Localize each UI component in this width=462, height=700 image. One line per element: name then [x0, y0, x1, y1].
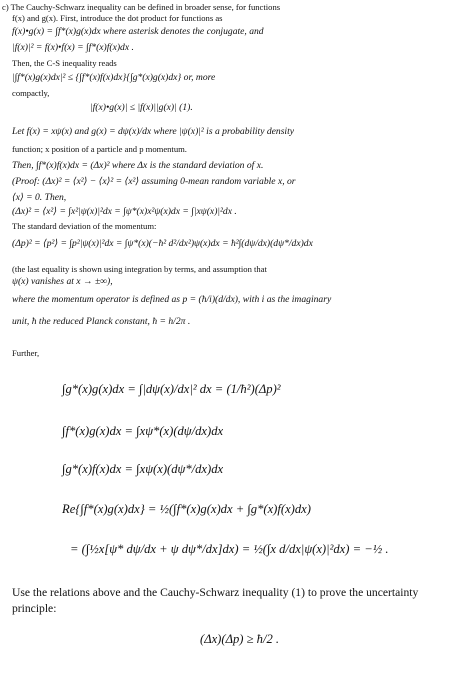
doc-line-l19: where the momentum operator is defined as p = (ħ/i)(d/dx), with i as the imaginary	[12, 294, 332, 305]
doc-line-l16: (Δp)² = ⟨p²⟩ = ∫p²|ψ(x)|²dx = ∫ψ*(x)(−ħ² d²/dx²)ψ(x)dx = ħ²∫(dψ/dx)(dψ*/dx)dx	[12, 238, 313, 249]
doc-line-l28: principle:	[12, 602, 57, 615]
doc-line-l10: function; x position of a particle and p momentum.	[12, 144, 187, 154]
doc-line-l4: |f(x)|² = f(x)•f(x) = ∫f*(x)f(x)dx .	[12, 42, 134, 53]
doc-line-l22: ∫g*(x)g(x)dx = ∫|dψ(x)/dx|² dx = (1/ħ²)(Δp)²	[62, 382, 281, 396]
doc-line-l2: f(x) and g(x). First, introduce the dot product for functions as	[12, 13, 223, 23]
doc-line-l21: Further,	[12, 348, 40, 358]
doc-line-l1: c) The Cauchy-Schwarz inequality can be defined in broader sense, for functions	[2, 2, 281, 12]
doc-line-l14: (Δx)² = ⟨x²⟩ = ∫x²|ψ(x)|²dx = ∫ψ*(x)x²ψ(x)dx = ∫|xψ(x)|²dx .	[12, 206, 237, 217]
doc-line-l5: Then, the C-S inequality reads	[12, 58, 117, 68]
doc-line-l9: Let f(x) = xψ(x) and g(x) = dψ(x)/dx where |ψ(x)|² is a probability density	[12, 126, 295, 137]
doc-line-l3: f(x)•g(x) = ∫f*(x)g(x)dx where asterisk denotes the conjugate, and	[12, 26, 264, 37]
doc-line-l18: ψ(x) vanishes at x → ±∞),	[12, 276, 113, 287]
doc-line-l15: The standard deviation of the momentum:	[12, 221, 157, 231]
doc-line-l27: Use the relations above and the Cauchy-Schwarz inequality (1) to prove the uncertainty	[12, 586, 419, 599]
doc-line-l25: Re{∫f*(x)g(x)dx} = ½(∫f*(x)g(x)dx + ∫g*(x)f(x)dx)	[62, 502, 311, 516]
doc-line-l11: Then, ∫f*(x)f(x)dx = (Δx)² where Δx is the standard deviation of x.	[12, 160, 264, 171]
doc-line-l24: ∫g*(x)f(x)dx = ∫xψ(x)(dψ*/dx)dx	[62, 462, 224, 476]
doc-line-l29: (Δx)(Δp) ≥ ħ/2 .	[200, 632, 280, 646]
doc-line-l12: (Proof: (Δx)² = ⟨x²⟩ − ⟨x⟩² = ⟨x²⟩ assuming 0-mean random variable x, or	[12, 176, 296, 187]
doc-line-l23: ∫f*(x)g(x)dx = ∫xψ*(x)(dψ/dx)dx	[62, 424, 224, 438]
doc-line-l20: unit, ħ the reduced Planck constant, ħ = h/2π .	[12, 316, 191, 327]
doc-line-l8: |f(x)•g(x)| ≤ |f(x)||g(x)| (1).	[90, 102, 193, 113]
doc-line-l17: (the last equality is shown using integration by terms, and assumption that	[12, 264, 267, 274]
doc-line-l7: compactly,	[12, 88, 50, 98]
doc-line-l26: = (∫½x[ψ* dψ/dx + ψ dψ*/dx]dx) = ½(∫x d/dx|ψ(x)|²dx) = −½ .	[70, 542, 389, 556]
doc-line-l6: |∫f*(x)g(x)dx|² ≤ {∫f*(x)f(x)dx}{∫g*(x)g(x)dx} or, more	[12, 72, 216, 83]
doc-line-l13: ⟨x⟩ = 0. Then,	[12, 192, 67, 203]
